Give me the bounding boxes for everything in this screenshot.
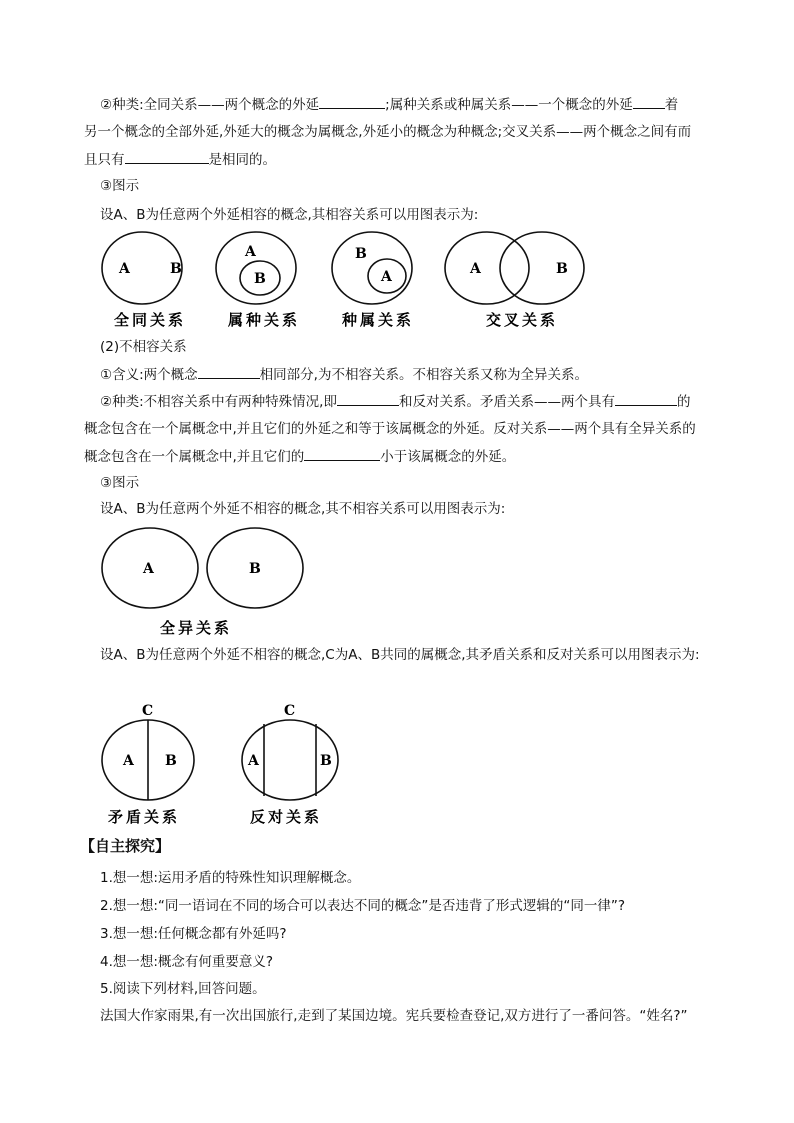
text-segment: 另一个概念的全部外延,外延大的概念为属概念,外延小的概念为种概念;交叉关系——两个概念之间有而 [84,124,692,140]
diagram-description: 设A、B为任意两个外延相容的概念,其相容关系可以用图表示为: [100,207,479,223]
section-heading: 【自主探究】 [80,837,171,855]
diagram-label: A [245,244,256,260]
identity-circle [102,232,182,304]
answer-blank[interactable] [319,94,385,109]
section-title: (2)不相容关系 [100,339,187,355]
text-segment: 相同部分,为不相容关系。不相容关系又称为全异关系。 [259,367,588,383]
text-segment: 概念包含在一个属概念中,并且它们的外延之和等于该属概念的外延。反对关系——两个具有全异关系的 [84,421,696,437]
diagram-label: A [119,261,130,277]
diagram-caption: 反对关系 [250,808,323,826]
inner-circle [368,259,406,293]
question: 2.想一想:“同一语词在不同的场合可以表达不同的概念”是否违背了形式逻辑的“同一律”? [100,898,626,914]
diagram-label: A [248,753,259,769]
genus-circle [102,720,194,800]
diagram-title: ③图示 [100,475,140,491]
diagram-caption: 交叉关系 [486,311,559,329]
outer-circle [216,232,296,304]
text-segment: 小于该属概念的外延。 [380,449,516,465]
diagram-caption: 全同关系 [114,311,187,329]
left-circle [445,232,529,304]
diagram-label: B [556,261,568,277]
outer-circle [332,232,412,304]
diagram-caption: 属种关系 [228,311,301,329]
text-segment: ②种类:不相容关系中有两种特殊情况,即 [100,394,337,410]
diagram-label: C [142,703,154,719]
answer-blank[interactable] [304,446,380,461]
text-line [100,94,678,115]
answer-blank[interactable] [337,391,399,406]
question: 3.想一想:任何概念都有外延吗? [100,926,287,942]
inner-circle [240,261,280,295]
diagram-description: 设A、B为任意两个外延不相容的概念,C为A、B共同的属概念,其矛盾关系和反对关系可以用图表示为: [100,647,700,663]
diagram-label: B [170,261,182,277]
question: 1.想一想:运用矛盾的特殊性知识理解概念。 [100,870,361,886]
diagram-label: A [381,269,392,285]
material-text: 法国大作家雨果,有一次出国旅行,走到了某国边境。宪兵要检查登记,双方进行了一番问答。“姓名?” [100,1008,688,1024]
text-segment: 是相同的。 [208,152,276,168]
text-line [84,149,276,170]
diagram-label: B [249,561,261,577]
text-line [100,364,588,385]
text-segment: 概念包含在一个属概念中,并且它们的 [84,449,305,465]
text-segment: ;属种关系或种属关系——一个概念的外延 [385,97,633,113]
diagram-caption: 矛盾关系 [108,808,181,826]
diagram-label: B [320,753,332,769]
text-line [84,446,515,467]
text-line [100,391,690,412]
genus-circle [242,720,338,800]
text-line [84,122,691,142]
question: 5.阅读下列材料,回答问题。 [100,981,266,997]
diagram-description: 设A、B为任意两个外延不相容的概念,其不相容关系可以用图表示为: [100,501,506,517]
text-line [84,419,696,439]
text-segment: ①含义:两个概念 [100,367,198,383]
text-segment: 的 [676,394,691,410]
diagram-label: A [143,561,154,577]
diagram-label: B [165,753,177,769]
right-circle [207,528,303,608]
diagram-caption: 全异关系 [160,619,233,637]
left-circle [102,528,198,608]
diagram-label: B [254,271,266,287]
answer-blank[interactable] [198,364,260,379]
answer-blank[interactable] [633,94,665,109]
text-segment: ②种类:全同关系——两个概念的外延 [100,97,320,113]
question: 4.想一想:概念有何重要意义? [100,954,274,970]
text-segment: 着 [664,97,679,113]
text-segment: 和反对关系。矛盾关系——两个具有 [398,394,615,410]
diagram-label: A [123,753,134,769]
diagram-title: ③图示 [100,178,140,194]
diagram-label: B [355,246,367,262]
diagram-label: C [284,703,296,719]
answer-blank[interactable] [615,391,677,406]
text-segment: 且只有 [84,152,125,168]
answer-blank[interactable] [125,149,209,164]
diagram-caption: 种属关系 [342,311,415,329]
diagram-label: A [470,261,481,277]
right-circle [500,232,584,304]
